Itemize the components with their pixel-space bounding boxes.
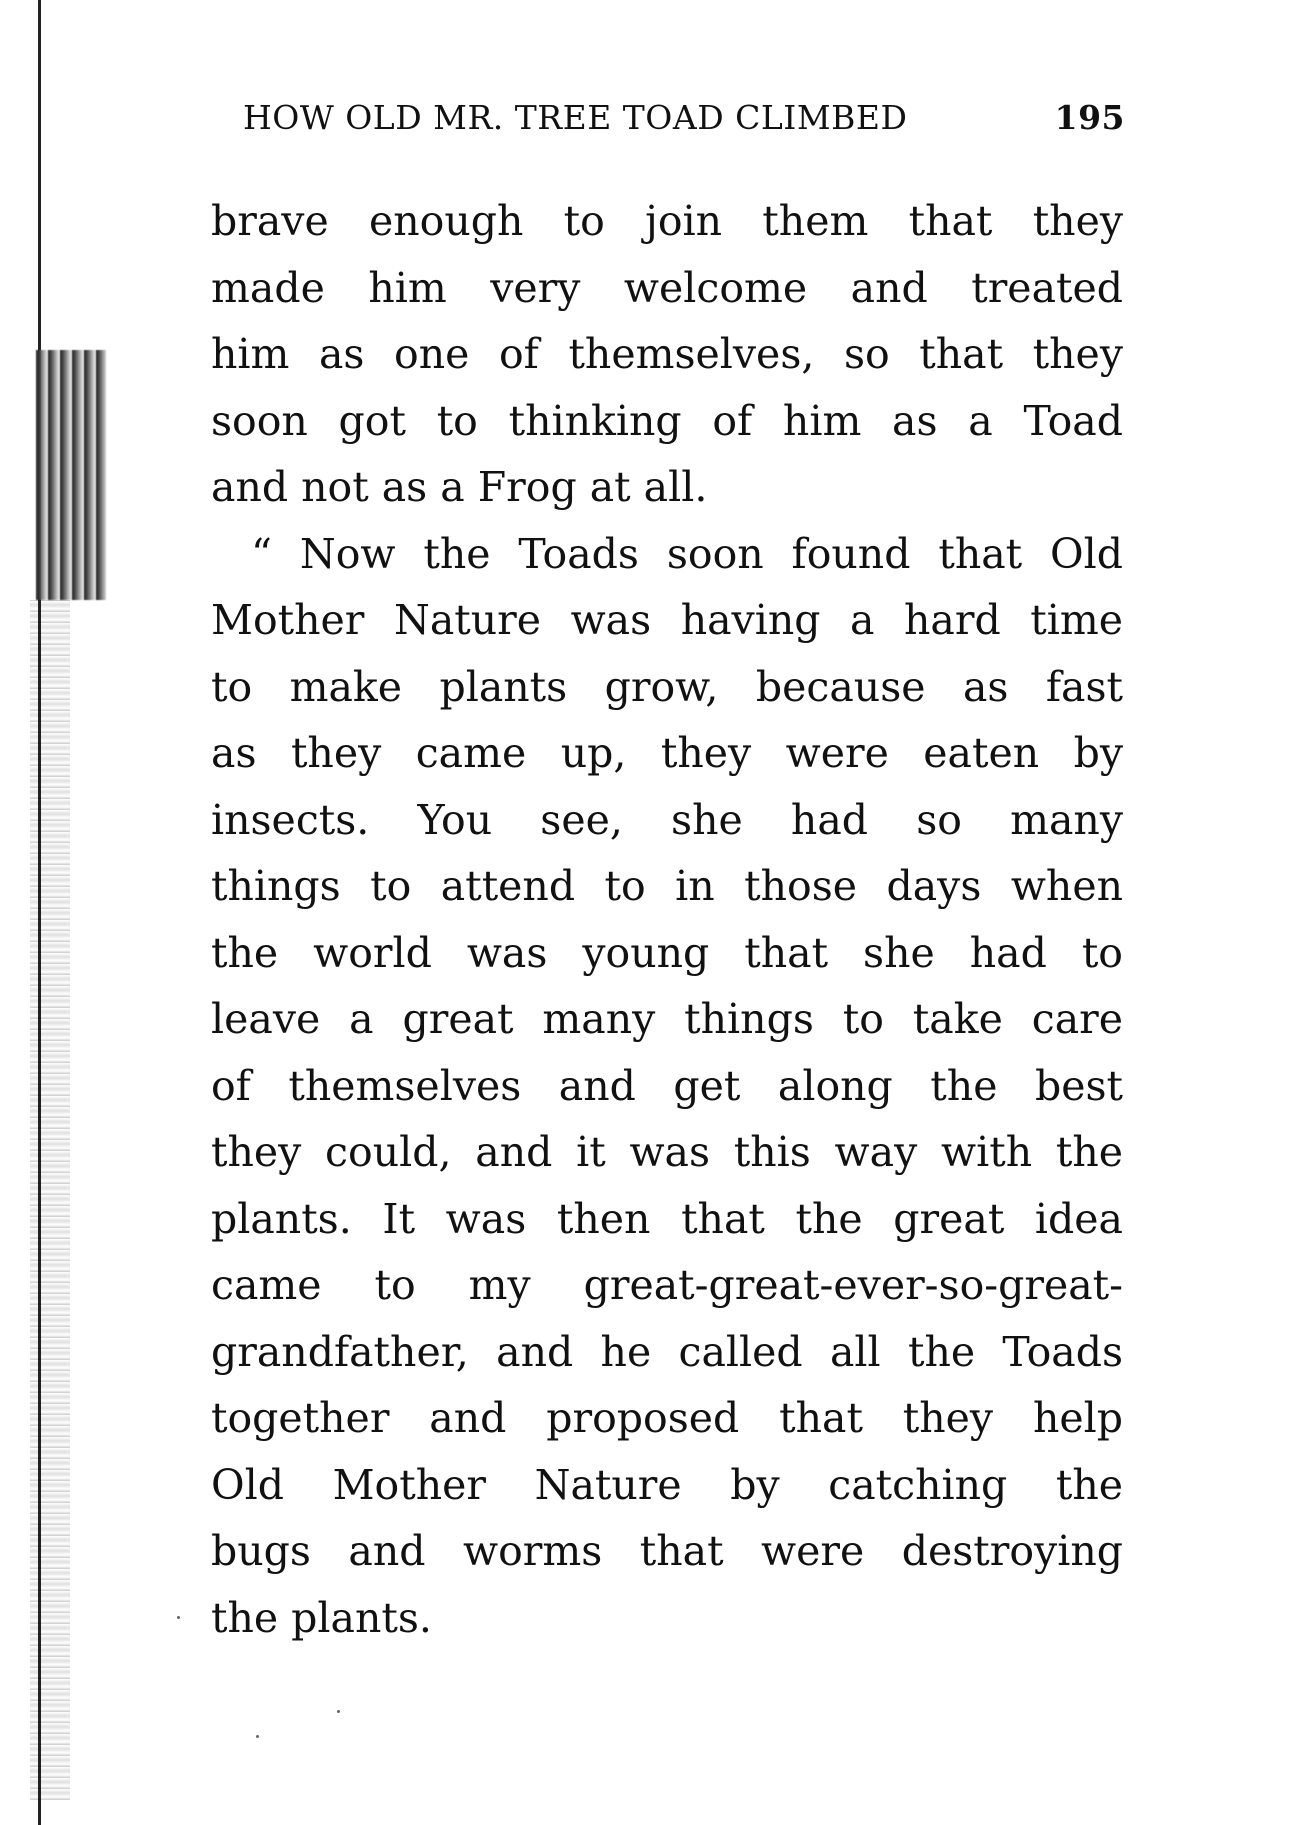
text-line: the world was young that she had to [211, 928, 1123, 977]
text-line: to make plants grow, because as fast [211, 662, 1123, 711]
text-line: Old Mother Nature by catching the [211, 1460, 1123, 1509]
text-line: made him very welcome and treated [211, 263, 1123, 312]
running-head-title: HOW OLD MR. TREE TOAD CLIMBED [243, 98, 908, 137]
text-line: as they came up, they were eaten by [211, 729, 1123, 777]
text-line: brave enough to join them that they [211, 197, 1123, 245]
paragraph-start-line: “ Now the Toads soon found that Old [251, 529, 1123, 578]
text-line: things to attend to in those days when [211, 862, 1123, 910]
text-line: and not as a Frog at all. [211, 463, 708, 511]
scan-speck [256, 1735, 259, 1738]
text-line: of themselves and get along the best [211, 1061, 1123, 1110]
text-line: leave a great many things to take care [211, 995, 1123, 1043]
text-line: insects. You see, she had so many [211, 795, 1123, 844]
text-line: they could, and it was this way with the [211, 1128, 1123, 1176]
text-line: plants. It was then that the great idea [211, 1194, 1123, 1243]
text-line: came to my great-great-ever-so-great- [211, 1261, 1123, 1309]
scan-speckle [30, 600, 70, 1800]
text-line: the plants. [211, 1593, 432, 1642]
scan-shadow [36, 350, 106, 600]
text-line: grandfather, and he called all the Toads [211, 1327, 1123, 1376]
text-line: together and proposed that they help [211, 1394, 1123, 1442]
text-line: bugs and worms that were destroying [211, 1527, 1123, 1575]
text-line: soon got to thinking of him as a Toad [211, 396, 1123, 445]
scan-speck [177, 1616, 180, 1619]
scan-speck [337, 1710, 340, 1713]
running-head [243, 98, 1125, 137]
page-number: 195 [1054, 98, 1125, 137]
text-line: him as one of themselves, so that they [211, 330, 1123, 378]
text-line: Mother Nature was having a hard time [211, 596, 1123, 644]
body-text [211, 188, 1123, 1651]
